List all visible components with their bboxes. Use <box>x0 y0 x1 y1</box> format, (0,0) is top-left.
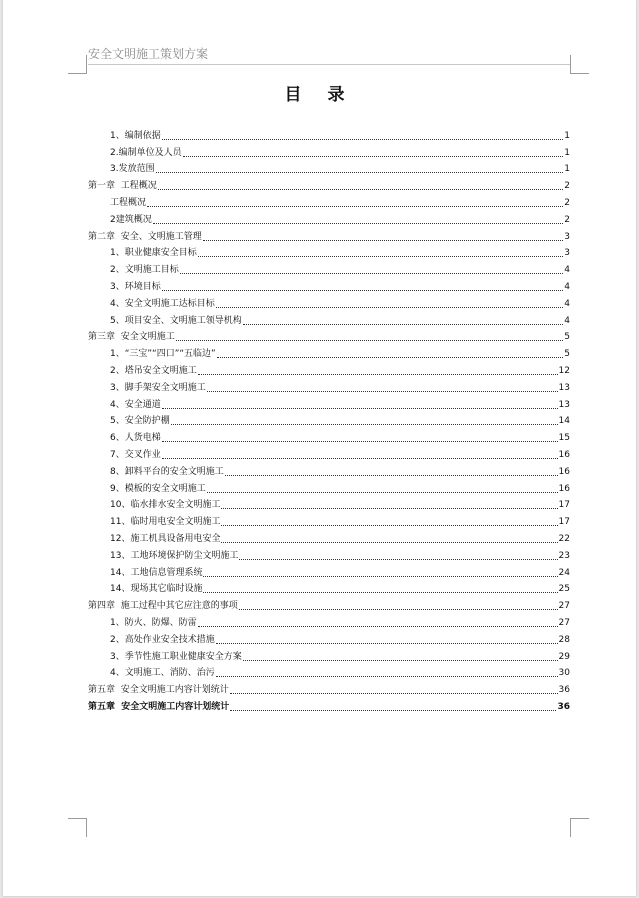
toc-entry-page: 16 <box>558 483 570 494</box>
toc-leader-dots <box>203 240 563 241</box>
toc-entry-text: 7、交叉作业 <box>110 449 161 460</box>
toc-entry-page: 2 <box>564 181 570 192</box>
toc-entry-text: 9、模板的安全文明施工 <box>110 483 206 494</box>
toc-entry-page: 1 <box>564 164 570 175</box>
toc-leader-dots <box>216 676 558 677</box>
toc-entry-page: 13 <box>558 382 570 393</box>
toc-leader-dots <box>153 223 563 224</box>
toc-entry-page: 1 <box>564 147 570 158</box>
toc-leader-dots <box>243 324 563 325</box>
toc-entry-text: 1、编制依据 <box>110 130 161 141</box>
toc-leader-dots <box>156 172 563 173</box>
toc-entry[interactable] <box>88 545 570 562</box>
toc-entry[interactable] <box>88 495 570 512</box>
toc-entry-page: 28 <box>558 634 570 645</box>
toc-entry[interactable] <box>88 125 570 142</box>
toc-entry[interactable] <box>88 528 570 545</box>
toc-entry-text: 3、环境目标 <box>110 281 161 292</box>
toc-entry[interactable] <box>88 679 570 696</box>
toc-entry[interactable] <box>88 612 570 629</box>
crop-mark-bottom-left <box>68 818 87 837</box>
toc-entry-page: 16 <box>558 449 570 460</box>
toc-entry-page: 3 <box>564 231 570 242</box>
toc-entry-page: 16 <box>558 466 570 477</box>
toc-entry[interactable] <box>88 511 570 528</box>
toc-entry-text: 14、工地信息管理系统 <box>110 567 203 578</box>
toc-entry-page: 1 <box>564 130 570 141</box>
toc-entry-page: 27 <box>558 601 570 612</box>
toc-entry-text: 2、高处作业安全技术措施 <box>110 634 215 645</box>
toc-entry-page: 4 <box>564 298 570 309</box>
toc-leader-dots <box>225 475 558 476</box>
toc-entry-page: 5 <box>564 332 570 343</box>
toc-entry-text: 14、现场其它临时设施 <box>110 584 203 595</box>
toc-entry[interactable] <box>88 478 570 495</box>
toc-leader-dots <box>203 576 557 577</box>
toc-entry[interactable] <box>88 293 570 310</box>
toc-entry[interactable] <box>88 394 570 411</box>
toc-leader-dots <box>239 559 557 560</box>
toc-leader-dots <box>243 660 558 661</box>
toc-leader-dots <box>162 441 558 442</box>
toc-entry-text: 3.发放范围 <box>110 164 155 175</box>
toc-entry[interactable] <box>88 629 570 646</box>
toc-leader-dots <box>198 626 558 627</box>
toc-entry[interactable] <box>88 377 570 394</box>
toc-entry[interactable] <box>88 259 570 276</box>
toc-leader-dots <box>203 592 557 593</box>
toc-entry-page: 23 <box>558 550 570 561</box>
toc-entry-page: 2 <box>564 197 570 208</box>
toc-entry[interactable] <box>88 276 570 293</box>
toc-entry-page: 27 <box>558 617 570 628</box>
toc-leader-dots <box>221 542 557 543</box>
toc-entry[interactable] <box>88 411 570 428</box>
toc-entry-page: 17 <box>558 500 570 511</box>
toc-entry-text: 3、季节性施工职业健康安全方案 <box>110 651 242 662</box>
toc-entry-text: 工程概况 <box>110 197 147 208</box>
toc-leader-dots <box>198 256 563 257</box>
toc-leader-dots <box>221 508 557 509</box>
toc-leader-dots <box>198 374 558 375</box>
toc-entry-text: 4、文明施工、消防、治污 <box>110 668 215 679</box>
toc-entry-page: 30 <box>558 668 570 679</box>
toc-entry-page: 3 <box>564 248 570 259</box>
toc-entry-text: 第五章 安全文明施工内容计划统计 <box>88 685 229 696</box>
toc-leader-dots <box>230 693 558 694</box>
toc-entry[interactable] <box>88 343 570 360</box>
table-of-contents <box>88 125 570 713</box>
toc-leader-dots <box>162 139 563 140</box>
toc-entry-text: 11、临时用电安全文明施工 <box>110 517 221 528</box>
toc-entry-text: 1、“三宝”“四口”“五临边” <box>110 349 216 360</box>
toc-entry-text: 第四章 施工过程中其它应注意的事项 <box>88 601 238 612</box>
crop-mark-bottom-right <box>570 818 589 837</box>
toc-entry-text: 12、施工机具设备用电安全 <box>110 533 221 544</box>
toc-leader-dots <box>217 357 563 358</box>
toc-entry-page: 17 <box>558 517 570 528</box>
toc-entry-page: 25 <box>558 584 570 595</box>
toc-entry-text: 4、安全通道 <box>110 399 161 410</box>
toc-entry-page: 12 <box>558 365 570 376</box>
toc-entry[interactable] <box>88 209 570 226</box>
toc-leader-dots <box>216 643 558 644</box>
toc-entry[interactable] <box>88 696 570 713</box>
toc-leader-dots <box>147 206 563 207</box>
toc-leader-dots <box>216 307 563 308</box>
toc-entry-text: 2建筑概况 <box>110 214 152 225</box>
toc-entry[interactable] <box>88 663 570 680</box>
toc-entry[interactable] <box>88 461 570 478</box>
toc-entry-text: 1、职业健康安全目标 <box>110 248 197 259</box>
toc-entry-text: 3、脚手架安全文明施工 <box>110 382 206 393</box>
toc-entry[interactable] <box>88 444 570 461</box>
crop-mark-top-left <box>68 55 87 74</box>
toc-entry-text: 第五章 安全文明施工内容计划统计 <box>88 701 230 712</box>
toc-entry[interactable] <box>88 646 570 663</box>
header-rule <box>88 64 570 65</box>
toc-entry-page: 4 <box>564 265 570 276</box>
toc-entry-text: 2.编制单位及人员 <box>110 147 182 158</box>
toc-leader-dots <box>171 424 558 425</box>
toc-entry-page: 22 <box>558 533 570 544</box>
toc-entry-page: 24 <box>558 567 570 578</box>
toc-entry-page: 14 <box>558 416 570 427</box>
toc-entry-page: 13 <box>558 399 570 410</box>
toc-leader-dots <box>162 458 558 459</box>
toc-entry-page: 4 <box>564 281 570 292</box>
toc-leader-dots <box>239 609 558 610</box>
toc-entry[interactable] <box>88 243 570 260</box>
toc-entry[interactable] <box>88 427 570 444</box>
toc-entry[interactable] <box>88 192 570 209</box>
toc-entry-text: 2、塔吊安全文明施工 <box>110 365 197 376</box>
toc-entry-page: 2 <box>564 214 570 225</box>
toc-leader-dots <box>207 391 558 392</box>
toc-entry-page: 4 <box>564 315 570 326</box>
toc-leader-dots <box>230 710 556 711</box>
toc-leader-dots <box>221 525 557 526</box>
toc-entry-text: 第三章 安全文明施工 <box>88 332 175 343</box>
toc-leader-dots <box>158 189 563 190</box>
toc-entry-text: 第一章 工程概况 <box>88 181 157 192</box>
toc-entry[interactable] <box>88 327 570 344</box>
toc-entry-text: 10、临水排水安全文明施工 <box>110 500 221 511</box>
toc-entry-text: 1、防火、防爆、防雷 <box>110 617 197 628</box>
toc-entry-text: 6、人货电梯 <box>110 433 161 444</box>
toc-title: 目 录 <box>284 85 355 105</box>
toc-entry[interactable] <box>88 562 570 579</box>
toc-leader-dots <box>162 408 558 409</box>
crop-mark-top-right <box>570 55 589 74</box>
toc-entry-page: 36 <box>557 701 570 712</box>
toc-entry-text: 4、安全文明施工达标目标 <box>110 298 215 309</box>
toc-entry[interactable] <box>88 159 570 176</box>
toc-entry-page: 5 <box>564 349 570 360</box>
toc-entry[interactable] <box>88 579 570 596</box>
toc-entry-text: 第二章 安全、文明施工管理 <box>88 231 202 242</box>
toc-entry-page: 36 <box>558 685 570 696</box>
toc-entry[interactable] <box>88 175 570 192</box>
toc-entry[interactable] <box>88 226 570 243</box>
toc-entry[interactable] <box>88 360 570 377</box>
toc-leader-dots <box>176 340 563 341</box>
toc-entry[interactable] <box>88 142 570 159</box>
toc-entry-text: 8、卸料平台的安全文明施工 <box>110 466 224 477</box>
toc-entry-text: 5、安全防护棚 <box>110 416 170 427</box>
toc-leader-dots <box>183 156 563 157</box>
page-header: 安全文明施工策划方案 <box>88 47 209 61</box>
toc-entry-text: 5、项目安全、文明施工领导机构 <box>110 315 242 326</box>
toc-entry-text: 13、工地环境保护防尘文明施工 <box>110 550 239 561</box>
toc-entry[interactable] <box>88 310 570 327</box>
toc-entry-page: 29 <box>558 651 570 662</box>
toc-leader-dots <box>162 290 563 291</box>
document-page <box>3 0 636 896</box>
toc-entry[interactable] <box>88 595 570 612</box>
toc-entry-text: 2、文明施工目标 <box>110 265 179 276</box>
toc-leader-dots <box>207 492 558 493</box>
toc-leader-dots <box>180 273 563 274</box>
toc-entry-page: 15 <box>558 433 570 444</box>
